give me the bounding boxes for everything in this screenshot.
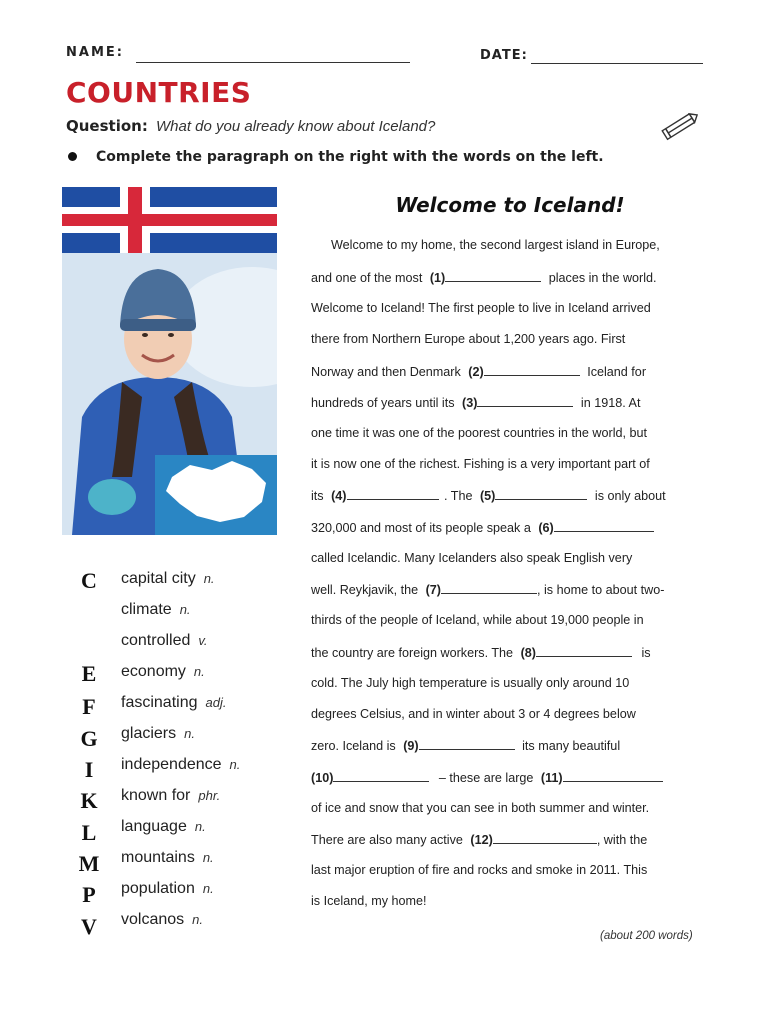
- word-bank-word: glaciers: [121, 725, 177, 742]
- blank-number: (4): [331, 489, 347, 503]
- blank-5[interactable]: [495, 488, 587, 500]
- passage-text: Iceland for: [587, 365, 647, 379]
- blank-12[interactable]: [493, 832, 597, 844]
- blank-number: (8): [520, 646, 536, 660]
- word-bank-word: population: [121, 880, 195, 897]
- word-bank-letter: V: [81, 914, 97, 939]
- question: [66, 117, 435, 135]
- passage-text: well. Reykjavik, the: [311, 583, 419, 597]
- word-bank-word: independence: [121, 756, 222, 773]
- iceland-flag: [62, 187, 277, 253]
- blank-1[interactable]: [445, 270, 541, 282]
- blank-number: (3): [462, 396, 478, 410]
- passage-line: [311, 520, 711, 535]
- blank-number: (5): [479, 489, 496, 503]
- word-bank-letter: G: [80, 726, 98, 751]
- passage-text: is only about: [594, 489, 666, 503]
- word-bank-item: [121, 849, 214, 867]
- iceland-map: [155, 455, 277, 535]
- blank-number: (2): [468, 365, 484, 379]
- word-bank-word: language: [121, 818, 187, 835]
- word-bank-word: known for: [121, 787, 191, 804]
- passage-text: its: [311, 489, 324, 503]
- word-bank-pos: v.: [198, 633, 208, 648]
- passage-line: [311, 832, 711, 847]
- word-bank-item: [121, 632, 208, 650]
- word-count-note: (about 200 words): [600, 930, 693, 942]
- blank-10[interactable]: [333, 770, 429, 782]
- word-bank-item: [121, 601, 191, 619]
- passage-text: zero. Iceland is: [311, 739, 396, 753]
- passage-line: [311, 270, 711, 285]
- blank-8[interactable]: [536, 645, 632, 657]
- word-bank-pos: n.: [203, 571, 215, 586]
- passage-line: cold. The July high temperature is usually only around 10: [311, 676, 630, 690]
- word-bank-item: [121, 911, 203, 929]
- passage-line: degrees Celsius, and in winter about 3 or 4 degrees below: [311, 707, 636, 721]
- word-bank-pos: n.: [179, 602, 191, 617]
- word-bank-pos: adj.: [205, 695, 227, 710]
- word-bank-item: [121, 663, 205, 681]
- word-bank-item: [121, 787, 220, 805]
- word-bank-letter: E: [81, 661, 97, 686]
- word-bank-letter: C: [81, 568, 97, 593]
- passage-text: There are also many active: [311, 833, 463, 847]
- blank-4[interactable]: [347, 488, 439, 500]
- blank-number: (1): [429, 271, 446, 285]
- question-text: What do you already know about Iceland?: [156, 118, 436, 135]
- blank-7[interactable]: [441, 582, 537, 594]
- passage-text: , is home to about two-: [537, 583, 665, 597]
- passage-line: [311, 582, 711, 597]
- word-bank-letter: P: [82, 882, 96, 907]
- passage-title: Welcome to Iceland!: [395, 193, 625, 217]
- passage-text: , with the: [596, 833, 648, 847]
- passage-line: last major eruption of fire and rocks and smoke in 2011. This: [311, 863, 648, 877]
- passage-text: – these are large: [438, 771, 534, 785]
- blank-number: (11): [540, 771, 563, 785]
- passage-text: Norway and then Denmark: [311, 365, 461, 379]
- blank-number: (10): [311, 771, 334, 785]
- word-bank-word: economy: [121, 663, 186, 680]
- word-bank-pos: n.: [202, 881, 214, 896]
- word-bank-letter: L: [81, 820, 97, 845]
- word-bank-pos: n.: [193, 664, 205, 679]
- word-bank-letter: M: [78, 851, 100, 876]
- passage-line: [311, 738, 711, 753]
- word-bank-pos: n.: [229, 757, 241, 772]
- iceland-photo: [62, 187, 277, 535]
- passage-text: . The: [444, 489, 473, 503]
- passage-line: Welcome to Iceland! The first people to live in Iceland arrived: [311, 301, 651, 315]
- blank-2[interactable]: [484, 364, 580, 376]
- name-label: NAME:: [66, 45, 124, 60]
- passage-line: [311, 488, 711, 503]
- passage-line: of ice and snow that you can see in both summer and winter.: [311, 801, 650, 815]
- passage-text: its many beautiful: [522, 739, 621, 753]
- passage-text: places in the world.: [548, 271, 657, 285]
- bullet-point: [68, 152, 77, 161]
- word-bank-letter: I: [84, 757, 94, 782]
- word-bank-pos: phr.: [198, 788, 221, 803]
- passage-line: thirds of the people of Iceland, while about 19,000 people in: [311, 613, 644, 627]
- blank-9[interactable]: [419, 738, 515, 750]
- passage-text: 320,000 and most of its people speak a: [311, 521, 531, 535]
- word-bank-word: controlled: [121, 632, 191, 649]
- word-bank-word: volcanos: [121, 911, 185, 928]
- word-bank-pos: n.: [202, 850, 214, 865]
- date-field-line[interactable]: [531, 63, 703, 64]
- blank-number: (9): [403, 739, 419, 753]
- photo-illustration: [62, 187, 277, 535]
- blank-number: (7): [425, 583, 441, 597]
- passage-line: called Icelandic. Many Icelanders also speak English very: [311, 551, 633, 565]
- passage-text: the country are foreign workers. The: [311, 646, 514, 660]
- instruction-text: Complete the paragraph on the right with the words on the left.: [96, 149, 604, 165]
- passage-line: is Iceland, my home!: [311, 894, 427, 908]
- name-field-line[interactable]: [136, 62, 410, 63]
- passage-line: [311, 364, 711, 379]
- passage-text: is: [641, 646, 651, 660]
- passage-line: Welcome to my home, the second largest island in Europe,: [331, 238, 660, 252]
- word-bank-letter: F: [82, 694, 96, 719]
- passage-line: [311, 395, 711, 410]
- passage-line: one time it was one of the poorest countries in the world, but: [311, 426, 648, 440]
- page-title: COUNTRIES: [66, 76, 252, 109]
- blank-3[interactable]: [477, 395, 573, 407]
- blank-number: (12): [470, 833, 493, 847]
- question-label: Question:: [66, 117, 148, 135]
- word-bank-item: [121, 880, 214, 898]
- passage-text: and one of the most: [311, 271, 423, 285]
- passage-line: [311, 770, 711, 785]
- word-bank-item: [121, 756, 240, 774]
- word-bank-item: [121, 818, 206, 836]
- word-bank-item: [121, 570, 215, 588]
- blank-6[interactable]: [554, 520, 654, 532]
- blank-number: (6): [538, 521, 554, 535]
- pencil-icon: [660, 108, 702, 142]
- word-bank-letter: K: [80, 788, 98, 813]
- word-bank-word: climate: [121, 601, 172, 618]
- blank-11[interactable]: [563, 770, 663, 782]
- passage-text: hundreds of years until its: [311, 396, 455, 410]
- word-bank-word: fascinating: [121, 694, 198, 711]
- word-bank-pos: n.: [184, 726, 195, 741]
- word-bank-item: [121, 694, 226, 712]
- word-bank-word: capital city: [121, 570, 196, 587]
- word-bank-item: [121, 725, 195, 743]
- word-bank-pos: n.: [194, 819, 206, 834]
- word-bank-pos: n.: [192, 912, 203, 927]
- passage-line: [311, 645, 711, 660]
- passage-line: there from Northern Europe about 1,200 years ago. First: [311, 332, 626, 346]
- passage-line: it is now one of the richest. Fishing is a very important part of: [311, 457, 650, 471]
- date-label: DATE:: [480, 48, 528, 63]
- passage-text: in 1918. At: [580, 396, 641, 410]
- word-bank-word: mountains: [121, 849, 195, 866]
